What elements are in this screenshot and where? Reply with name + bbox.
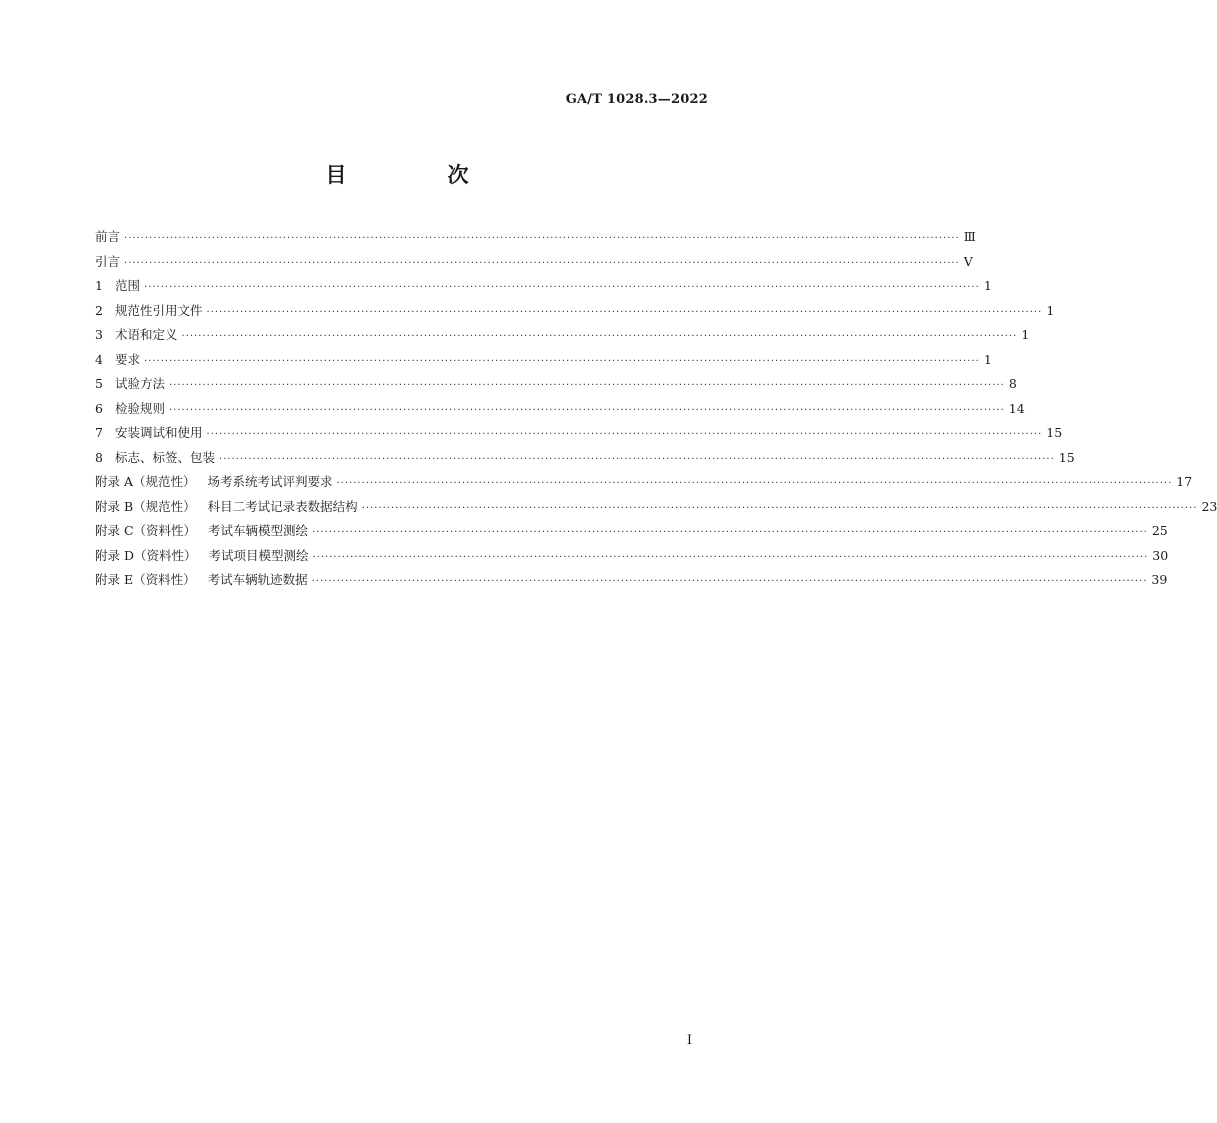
toc-entry-number: 2	[95, 302, 103, 318]
toc-entry[interactable]	[95, 495, 1217, 520]
toc-entry[interactable]	[95, 470, 1193, 495]
toc-entry-text: 附录 C（资料性）	[95, 523, 197, 538]
toc-entry-text: 附录 B（规范性）	[95, 498, 196, 514]
toc-title: 目 次	[325, 162, 509, 187]
toc-entry-text: 检验规则	[115, 400, 166, 416]
toc-entry-text: 引言	[95, 253, 121, 269]
toc-entry-text: 附录 A（规范性）	[95, 474, 196, 489]
standard-code: GA/T 1028.3—2022	[565, 92, 708, 107]
toc-entry-page: Ⅲ	[963, 229, 976, 244]
toc-entry-page: 39	[1151, 572, 1168, 587]
toc-entry[interactable]	[95, 225, 976, 250]
toc-entry-text: 安装调试和使用	[115, 425, 203, 440]
toc-dot-leader: ········································································································································································································	[181, 331, 1018, 342]
toc-entry[interactable]	[95, 250, 973, 275]
toc-dot-leader: ········································································································································································································	[144, 282, 980, 293]
toc-entry-page: 15	[1046, 425, 1063, 440]
toc-entry-label	[95, 348, 140, 373]
toc-entry[interactable]	[95, 446, 1075, 471]
toc-entry-label	[95, 568, 308, 593]
toc-entry[interactable]	[95, 568, 1168, 593]
toc-entry-page: 1	[1021, 327, 1030, 342]
toc-entry-text: 规范性引用文件	[115, 302, 203, 318]
toc-entry-label	[95, 446, 215, 471]
toc-entry-label	[95, 299, 203, 324]
toc-entry-label	[95, 323, 178, 348]
toc-dot-leader: ········································································································································································································	[144, 355, 980, 367]
toc-dot-leader: ········································································································································································································	[169, 380, 1005, 391]
toc-entry-page: 15	[1058, 449, 1075, 465]
toc-dot-leader: ········································································································································································································	[169, 404, 1005, 416]
toc-entry-number: 5	[95, 376, 103, 391]
toc-entry-subtitle: 考试车辆轨迹数据	[207, 572, 308, 587]
toc-entry-text: 附录 D（资料性）	[95, 547, 197, 563]
toc-dot-leader: ········································································································································································································	[361, 502, 1198, 514]
toc-entry-label	[95, 397, 165, 422]
toc-entry-text: 标志、标签、包装	[115, 449, 216, 465]
toc-entry[interactable]	[95, 323, 1030, 348]
toc-entry-page: 14	[1008, 400, 1025, 416]
toc-entry-label	[95, 519, 308, 544]
toc-entry-page: 1	[983, 351, 992, 367]
toc-entry-page: 30	[1152, 547, 1169, 563]
toc-entry-label	[95, 470, 333, 495]
toc-entry[interactable]	[95, 519, 1168, 544]
toc-entry[interactable]	[95, 544, 1169, 569]
toc-entry-text: 要求	[115, 351, 141, 367]
toc-entry-subtitle: 考试车辆模型测绘	[208, 523, 309, 538]
toc-entry-text: 附录 E（资料性）	[95, 572, 196, 587]
toc-dot-leader: ········································································································································································································	[219, 453, 1055, 465]
toc-entry-text: 范围	[115, 278, 141, 293]
toc-entry[interactable]	[95, 397, 1025, 422]
toc-entry-label	[95, 372, 165, 397]
toc-entry-label	[95, 421, 203, 446]
toc-entry-text: 试验方法	[115, 376, 166, 391]
toc-entry[interactable]	[95, 348, 992, 373]
toc-entry[interactable]	[95, 299, 1055, 324]
toc-entry-number: 1	[95, 278, 103, 293]
toc-entry-page: 1	[983, 278, 992, 293]
toc-dot-leader: ········································································································································································································	[124, 233, 960, 244]
toc-entry[interactable]	[95, 372, 1017, 397]
toc-entry-text: 前言	[95, 229, 121, 244]
toc-entry-label	[95, 544, 309, 569]
toc-dot-leader: ········································································································································································································	[311, 576, 1148, 587]
toc-entry-subtitle: 考试项目模型测绘	[208, 547, 309, 563]
toc-entry-label	[95, 225, 120, 250]
toc-entry-page: 23	[1201, 498, 1217, 514]
toc-entry-number: 6	[95, 400, 103, 416]
toc-entry-number: 8	[95, 449, 103, 465]
toc-entry[interactable]	[95, 274, 992, 299]
toc-entry-label	[95, 250, 120, 275]
toc-entry-page: 17	[1176, 474, 1193, 489]
toc-entry[interactable]	[95, 421, 1063, 446]
toc-entry-page: Ⅴ	[963, 253, 973, 269]
page-number: I	[686, 1033, 692, 1048]
toc-dot-leader: ········································································································································································································	[206, 429, 1043, 440]
toc-entry-label	[95, 495, 358, 520]
toc-dot-leader: ········································································································································································································	[336, 478, 1173, 489]
toc-entry-number: 3	[95, 327, 103, 342]
toc-entry-page: 25	[1151, 523, 1168, 538]
toc-dot-leader: ········································································································································································································	[312, 527, 1148, 538]
toc-entry-number: 4	[95, 351, 103, 367]
toc-dot-leader: ········································································································································································································	[124, 257, 960, 269]
toc-entry-page: 1	[1046, 302, 1055, 318]
toc-entry-subtitle: 场考系统考试评判要求	[207, 474, 333, 489]
toc-entry-label	[95, 274, 140, 299]
toc-dot-leader: ········································································································································································································	[206, 306, 1043, 318]
toc-entry-text: 术语和定义	[115, 327, 178, 342]
toc-entry-page: 8	[1008, 376, 1017, 391]
toc-dot-leader: ········································································································································································································	[312, 551, 1149, 563]
table-of-contents	[95, 225, 1217, 593]
toc-entry-number: 7	[95, 425, 103, 440]
toc-entry-subtitle: 科目二考试记录表数据结构	[207, 498, 358, 514]
